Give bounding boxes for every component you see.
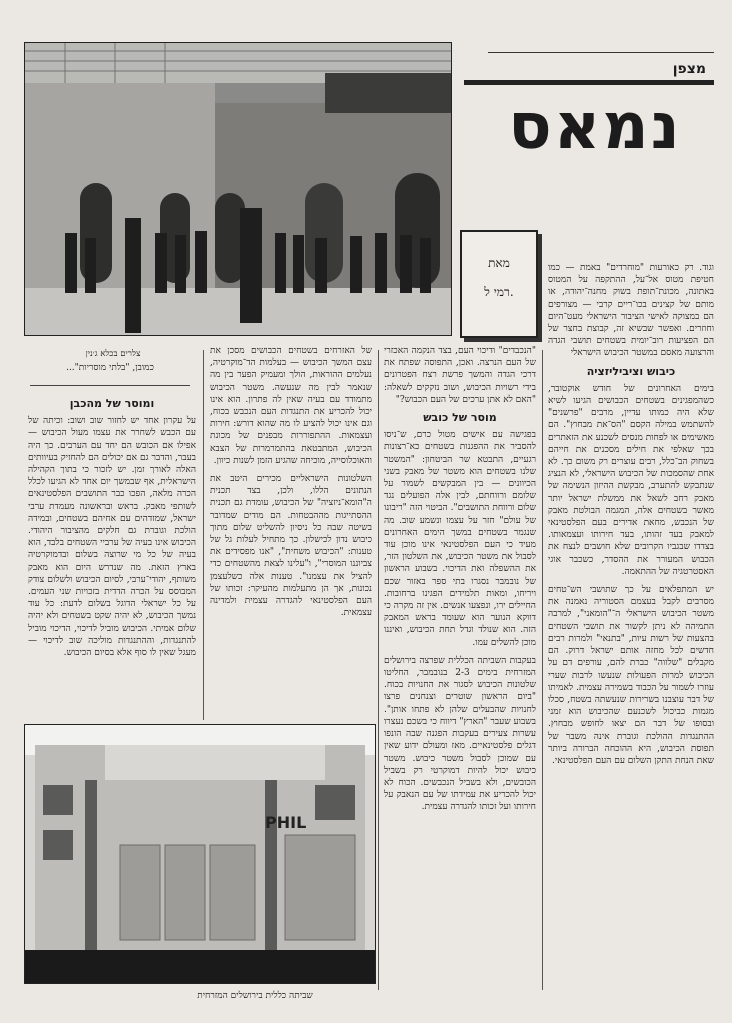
paragraph: בימים האחרונים של חודש אוקטובר, כשהמפגינים בשטחים הכבושים הגיעו לשיא שלא היה כמותו עדיין, מרבים "פרשנים" להשתמש במילה הקסם "הס־את מבחוץ". הם מאשימים או לפחות מנסים לשכנע את הזאתרים בכך שאלפי את חילים מסכנים את חייהם בשחוק הב־כלל, רבים עוצרים רק משום כך. לא אחת שהסמכות של הכיבוש הישראלי, לא הנציג שנתבקש להתערב, מבקשת ההיזון הנשימה של מאבק רחב לשאל את ממשלת ישראל יותר מאשר בשטחים אלה, המגמה הבולטת מאבק של הנכבש, מחאת אדירים בעם הפלסטינאי למאבק בעד זהותו, בעד חירותו ועצמאותו. בצדדו שבגביו הקרובים שלא חושבים לנצח את הכבוש המעורר את ההסדר, כשכבר אוגי האסטרטגיה של ההתאמה. [548, 383, 714, 577]
pull-quote: כמובן, "בלתי מוסריות"... [66, 363, 154, 373]
paragraph: בעקבות השביתה הכללית שפרצה בירושלים המזרחית בימים 2-3 בנובמבר, החליטו שלטונות הכיבוש לסגור את החנויות בכוח. "ביום הראשון שוטרים וצנחנים פרצו לחנויות שהבעלים שלהן לא פתחו אותן". בשבוע שעבר "הארץ" דיווח כי בשכם נעצרו עשרות צעירים בעקבות הפגנה שבה הונפו דגלים פלסטינאיים. מאז ומעולם ידוע שאין עם שמוכן לסבול משטר כיבוש. משטר כיבוש יכול להיות דמוקרטי רק בשביל הכובשים, ולא בשביל הנכבשים. הכוח לא יכול להכריע את עמידתו של עם הנאבק על חירותו ועל זכותו להגדרה עצמית. [384, 655, 536, 813]
paragraph: יש המתפלאים על כך שתושבי הש־טחים מסרבים לקבל בעצמם הסטוריה נאמנה את משטר הכיבוש הישראלי ה־"הומאני", למרבה התמיהה לא ניתן לקשור את תושבי השטחים בהצעות של רשות עיות, "בתנאי" ולמרות רבים חדשים לכל מחזה אותם ישראל דרוק. הם מקבלים "שלווה" כברת להם, עורפים דם על הכיבוש למרות הפעולות שנעשו לרבות שערי עוזרו לשמור על הכבוד בשמירה עצמית. לאמיתו של דבר עוצבנו בשרירות שנעשתה בשטח, סכלו מגמות כביכול לשכנעם שהכיבוש הוא זמני ובסופו של דבר הם יצאו לחופש מבחוץ. ההתנגדות ההולכת וגוברת אינה משבר של תפוסת הכיבוש, היא ההוכחה הברורה ביותר שאת הנחת התקן השלום עם העם הפלסטינאי. [548, 585, 714, 766]
headline: נמאס [508, 90, 682, 164]
column-divider [203, 350, 204, 720]
paragraph: בפגישה עם אישים מטול כרם, ש־ניסו להסביר את ההפגנות בשטחים כא־רצונות רגעיים, התבטא שר הביטחון: "המשטר שלנו בשטחים הוא משטר של מאבק בשני הכיוונים — בין המבקשים לשמור על שלומם ורווחתם, לבין אלה הפועלים נגד שלום ורווחת התושבים". הביטוי הזה "ריבונו של עולם" חזר על עצמו ונשמע שוב. מה שנגמר בשטחים במשך הימים האחרונים מעיד כי העם הפלסטינאי אינו מוכן עוד לסבול את משטר הכיבוש, את השלטון הזר, את ההשפלה ואת הדיכוי. בשבוע הראשון של נובמבר נסגרו בתי ספר באזור שכם ויריחו, ומאות תלמידים הפגינו ברחובות. החיילים ירו, ונפצעו אנשים. אין זה מקרה כי דווקא הנוער הוא שעומד בראש המאבק הזה. הוא שנולד וגדל תחת הכיבוש, ואיננו מוכן להשלים עמו. [384, 430, 536, 648]
top-rule [488, 52, 714, 53]
column-right [548, 262, 714, 994]
photo-caption: שביתה כללית בירושלים המזרחית [197, 991, 313, 1001]
byline-prefix: מאת [488, 256, 510, 270]
prison-yard-photo [24, 42, 452, 336]
shop-sign: PHIL [265, 813, 307, 832]
column-divider [378, 350, 379, 990]
column-left [28, 392, 196, 718]
subhead-morality: מוסר של כובש [423, 411, 497, 425]
strike-street-photo [24, 724, 376, 984]
byline-box [460, 230, 538, 338]
byline-author: רמי ל. [484, 285, 514, 299]
paragraph: וגוד. רק כאורעות "מוחרדים" באמת — כמו חטיפת מטוס אל־על, ההתקפה על המטוס באתונה, מכונת־תופת בשוק מחנה־יהודה, או מותם של קצינים בכו־ריים קרבי — מצורפים הם במצוקה לאישי הציבור הישראלי מעט־היום וחוזרים. ואפשר שבשיא זה, קבוצת בחצר של הם הפציעות רוב־יומית בשטחים תושבי הגדה והרצועה מאסם במשטר הכיבוש הישראלי [548, 263, 714, 359]
column-divider [542, 350, 543, 990]
paragraph: של האזרחים בשטחים הכבושים מסכן את עצם המשך הכיבוש — בעלמות הד־מוקרטיה, נעלמים ההוראות, הולך ומעמיק הפער בין מה שנאמר לבין מה שנעשה. משטר הכיבוש מתמודד עם בעיה שאין לה פתרון. הוא אינו יכול להכריע את התנגדות העם הנכבש בכוח, וגם אינו יכול להציע לו מה שהוא דורש: חירות ועצמאות. ההתפוררות מבפנים של מכונת הכיבוש, המתבטאת בהתמרמרות של הצבא והאוכלוסייה, מוכיחה שהגיע הזמן לשנות כיוון. [210, 346, 372, 466]
column-mid [210, 345, 372, 715]
paragraph: "הנכבדים" ודיכוי העם, בצד הנקמה האכזרי של העם הנרצה. ואכן, התפוסה שפתח את דרכי הגדה והמשך פרשת רצח הפטרונים בידי רשויות הכיבוש, ושוב נזקקים לשאלה: "האם לא אתן ערכים של העם הכבוש?" [384, 346, 536, 405]
paragraph: על עקרון אחד יש לחזור שוב ושוב: וכיתה של עם הכבש לשחרר את עצמו מעול הכיבוש — אפילו אם הכובש הם יחד עם הערבים. כך היה בעבר, והדבר גם אם יכולים הם להחזיק בעיוותים האלה לאורך זמן. יש לזכור כי בתוך הקהילה הישראלית, אף שבמשך יום אחד לא הגיעו לכלל הכרה מלאה, הפכו כבר התושבים הפלסטינאים לשותפי מאבק. בראש ובראשונה מעמדת ערבי ישראל, שמזדהים עם אחיהם בשטחים, ובמידה הולכת וגוברת גם חלקים מהציבור היהודי. הכיבוש אינו בעיה של ערביי השטחים בלבד, הוא בעיה של כל מי שרוצה בשלום ובדמוקרטיה בארץ הזאת. מה שנדרש היום הוא מאבק משותף, יהודי־ערבי, לסיום הכיבוש ולשלום צודק המבוסס על הכרה הדדית בזכויות שני העמים. על כל ישראלי הדוגל בשלום לדעת: כל עוד נמשך הכיבוש, לא יהיה שקט בשטחים ולא יהיה שלום אמיתי. הכיבוש מוביל לדיכוי, הדיכוי מוביל להתנגדות, וההתנגדות מוליכה שוב לדיכוי — מעגל שאין לו סוף אלא בסיום הכיבוש. [28, 416, 196, 659]
headline-rule [464, 80, 714, 85]
section-label: מצפן [672, 61, 706, 77]
subhead-opponents: ומוסר של מהכבן [69, 397, 155, 410]
column-mid-right [384, 345, 536, 993]
paragraph: השלטונות הישראליים מכירים היטב את הנתונים הללו, ולכן, בצד תכנית ה"הומא־ניזציה" של הכיבוש, עומדת גם תכנית ההסתייגות מההבטחות. הם מודים שמדובר בשיטה שבה כל ניסיון להשליט שלום מתוך כיבוש נדון לכישלון. כך מתחיל לעלות גל של טענות: "הכיבוש משחית", "אנו מפסידים את צביוננו המוסרי", ו"עלינו לצאת מהשטחים כדי להציל את עצמנו". טענות אלה כשלעצמן נכונות, אך הן מתעלמות מהעיקר: זכותו של העם הפלסטינאי להגדרה עצמית ולמדינה עצמאית. [210, 474, 372, 619]
pull-quote-rule [30, 385, 190, 386]
subhead-conquest: כיבוש וציביליזציה [586, 364, 676, 378]
photo-credit: צלרים בכלא ג׳נין [85, 349, 141, 359]
